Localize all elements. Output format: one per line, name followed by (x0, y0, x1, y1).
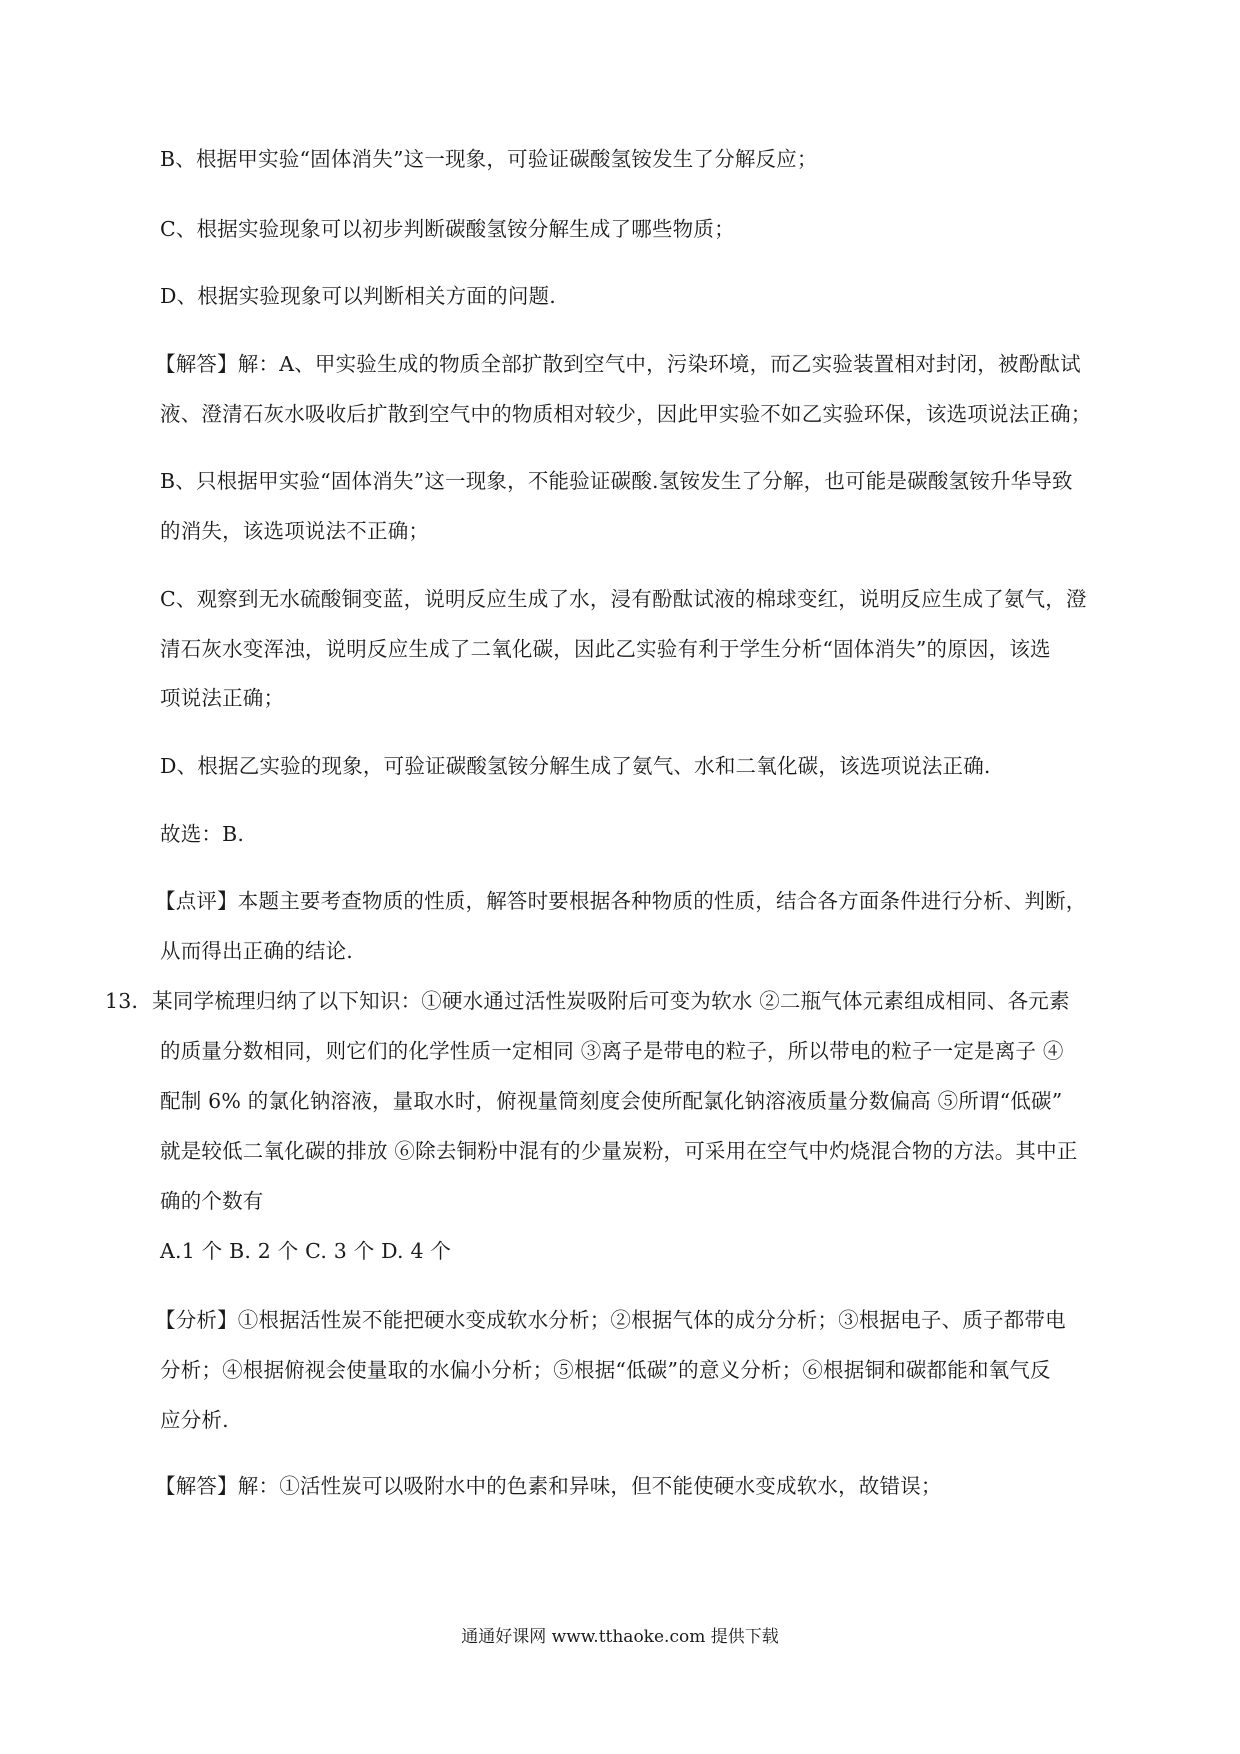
answer-options: A.1 个 B. 2 个 C. 3 个 D. 4 个 (160, 1239, 452, 1263)
text-line: 【分析】①根据活性炭不能把硬水变成软水分析；②根据气体的成分分析；③根据电子、质子都带电 (155, 1308, 1066, 1332)
text-line: 就是较低二氧化碳的排放 ⑥除去铜粉中混有的少量炭粉，可采用在空气中灼烧混合物的方法。其中正 (160, 1139, 1078, 1163)
text-line: 应分析. (160, 1408, 229, 1432)
text-line: 清石灰水变浑浊，说明反应生成了二氧化碳，因此乙实验有利于学生分析“固体消失”的原因，该选 (160, 637, 1051, 661)
text-line: 的消失，该选项说法不正确； (160, 519, 430, 543)
text-line: B、根据甲实验“固体消失”这一现象，可验证碳酸氢铵发生了分解反应； (160, 147, 818, 171)
text-line: C、观察到无水硫酸铜变蓝，说明反应生成了水，浸有酚酞试液的棉球变红，说明反应生成了氨气，澄 (160, 587, 1087, 611)
text-line: 【点评】本题主要考查物质的性质，解答时要根据各种物质的性质，结合各方面条件进行分析、判断， (155, 889, 1087, 913)
text-line: 从而得出正确的结论. (160, 939, 354, 963)
text-line: C、根据实验现象可以初步判断碳酸氢铵分解生成了哪些物质； (160, 217, 735, 241)
text-line: 【解答】解：A、甲实验生成的物质全部扩散到空气中，污染环境，而乙实验装置相对封闭，被酚酞试 (155, 352, 1081, 376)
text-line: B、只根据甲实验“固体消失”这一现象，不能验证碳酸.氢铵发生了分解，也可能是碳酸氢铵升华导致 (160, 469, 1073, 493)
text-line: D、根据乙实验的现象，可验证碳酸氢铵分解生成了氨气、水和二氧化碳，该选项说法正确. (160, 754, 991, 778)
text-line: 的质量分数相同，则它们的化学性质一定相同 ③离子是带电的粒子，所以带电的粒子一定是离子 ④ (160, 1039, 1064, 1063)
text-line: 液、澄清石灰水吸收后扩散到空气中的物质相对较少，因此甲实验不如乙实验环保，该选项说法正确； (160, 402, 1092, 426)
text-line: 项说法正确； (160, 686, 285, 710)
text-line: 配制 6% 的氯化钠溶液，量取水时，俯视量筒刻度会使所配氯化钠溶液质量分数偏高 ⑤所谓“低碳” (160, 1089, 1063, 1113)
question-13-line: 13．某同学梳理归纳了以下知识：①硬水通过活性炭吸附后可变为软水 ②二瓶气体元素组成相同、各元素 (105, 989, 1070, 1013)
text-line: D、根据实验现象可以判断相关方面的问题. (160, 284, 556, 308)
text-line: 确的个数有 (160, 1189, 264, 1213)
page-footer: 通通好课网 www.tthaoke.com 提供下载 (461, 1627, 779, 1647)
text-line: 故选：B. (160, 822, 245, 846)
text-line: 分析；④根据俯视会使量取的水偏小分析；⑤根据“低碳”的意义分析；⑥根据铜和碳都能和氧气反 (160, 1358, 1051, 1382)
text-line: 【解答】解：①活性炭可以吸附水中的色素和异味，但不能使硬水变成软水，故错误； (155, 1474, 942, 1498)
